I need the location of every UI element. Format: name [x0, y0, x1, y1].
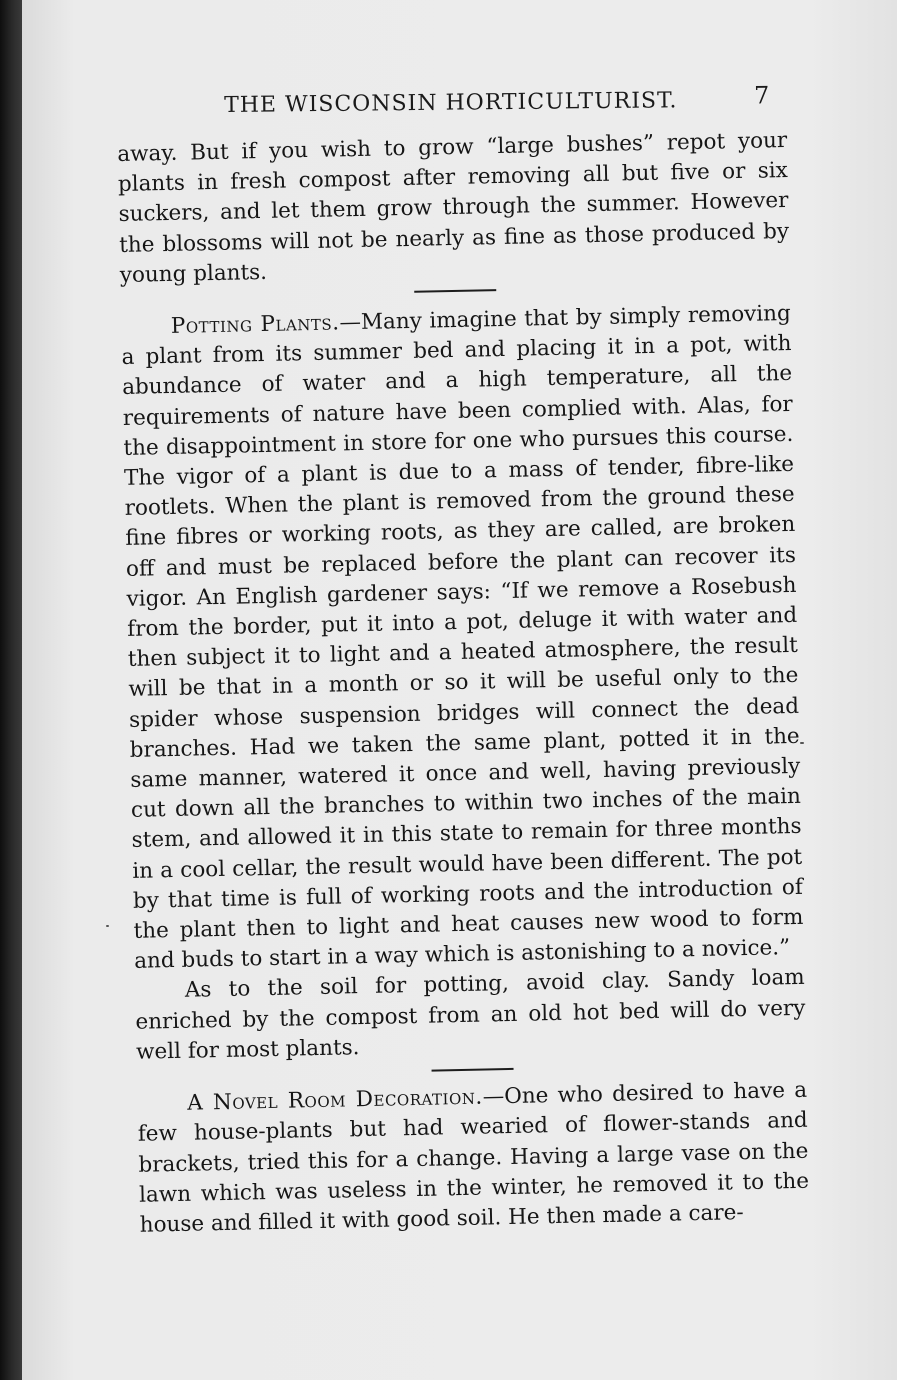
potting-plants-body: —Many imagine that by simply removing a plant from its summer bed and placing it in a pot, with abundance of water and a high temperature, all the requirements of nature have been complied with. Alas, for the disappointment in store for one who pursues this course. The vigor of a plant is due to a mass of tender, fibre-like rootlets. When the plant is removed from the ground these fine fibres or working roots, as they are called, are broken off and must be replaced before the plant can recover its vigor. An English gardener says: “If we remove a Rosebush from the border, put it into a pot, deluge it with water and then subject it to light and a heated atmosphere, the result will be that in a month or so it will be useful only to the spider whose suspension bridges will connect the dead branches. Had we taken the same plant, potted it in the same manner, watered it once and well, having previously cut down all the branches to within two inches of the main stem, and allowed it in this state to remain for three months in a cool cellar, the result would have been different. The pot by that time is full of working roots and the introduction of the plant then to light and heat causes new wood to form and buds to start in a way which is astonishing to a novice.” [121, 300, 804, 975]
paragraph-soil: As to the soil for potting, avoid clay. Sandy loam enriched by the compost from an old hot bed will do very well for most plants. [135, 965, 806, 1065]
paragraph-novel-room-decoration [137, 1076, 810, 1241]
book-page [22, 0, 897, 1380]
paragraph-continuation: away. But if you wish to grow “large bushes” repot your plants in fresh compost after removing all but five or six suckers, and let them grow through the summer. However the blossoms will not be nearly as fine as those produced by young plants. [117, 127, 790, 288]
page-body [117, 126, 810, 1241]
heading-potting-plants: Potting Plants. [170, 310, 340, 339]
novel-room-decoration-body: —One who desired to have a few house-plants but had wearied of flower-stands and brackets, tried this for a change. Having a large vase on the lawn which was useless in the winter, he removed it to the house and filled it with good soil. He then made a care- [137, 1077, 810, 1238]
running-head-title: THE WISCONSIN HORTICULTURIST. [224, 88, 678, 118]
heading-novel-room-decoration: A Novel Room Decoration. [186, 1084, 483, 1116]
section-divider [414, 289, 496, 293]
running-head [224, 81, 784, 118]
book-gutter-shadow [0, 0, 22, 1380]
paper-speck [106, 925, 109, 927]
paragraph-potting-plants [121, 299, 805, 977]
section-divider [432, 1068, 514, 1072]
page-number: 7 [753, 81, 771, 110]
paper-speck [800, 742, 804, 744]
